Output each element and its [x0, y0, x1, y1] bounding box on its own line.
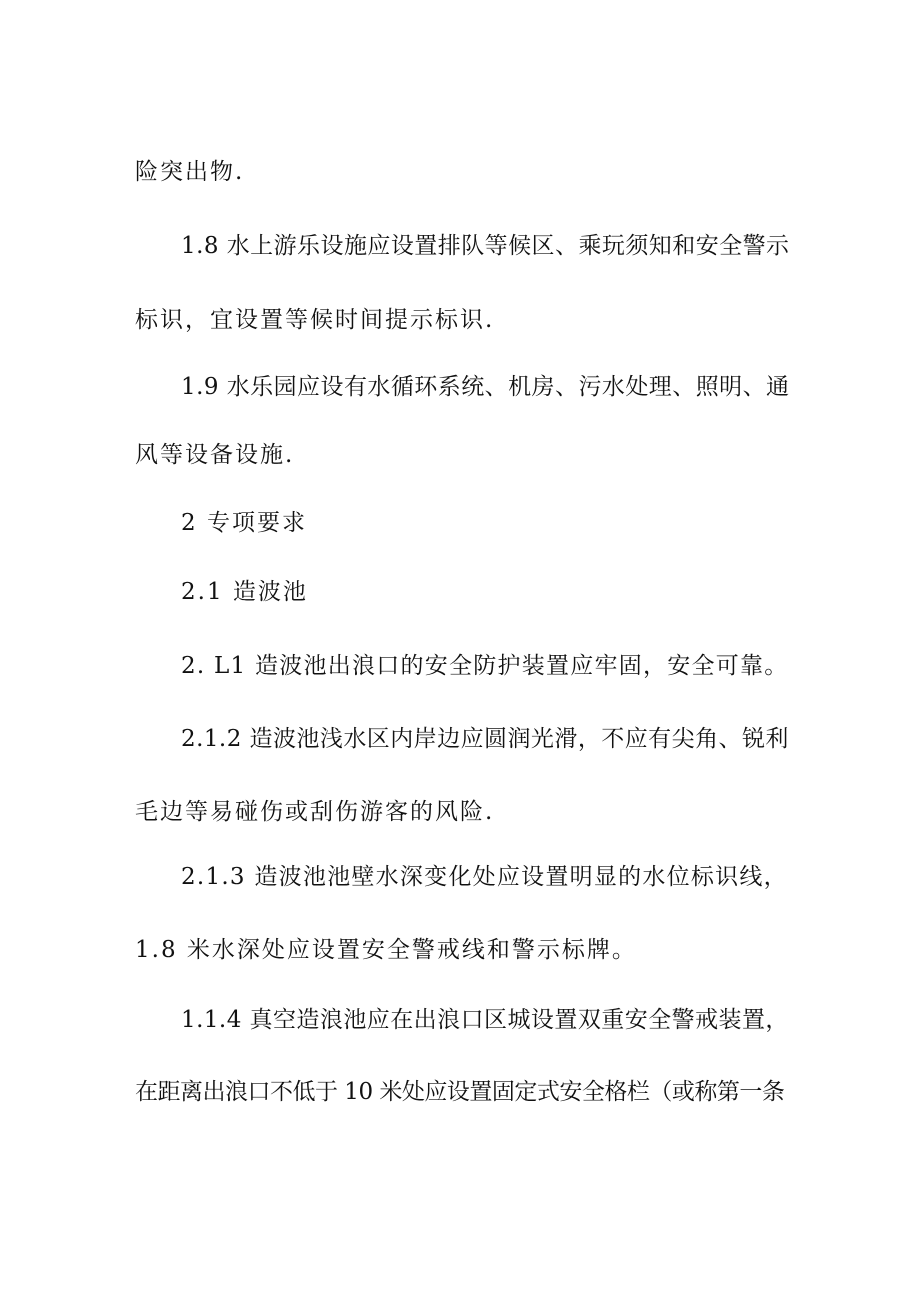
text-line: 风等设备设施. — [135, 442, 295, 468]
text-line: 标识，宜设置等候时间提示标识. — [135, 307, 495, 333]
clause-2-1-1: 2. L1 造波池出浪口的安全防护装置应牢固，安全可靠。 — [181, 653, 789, 679]
text-line: 毛边等易碰伤或刮伤游客的风险. — [135, 799, 495, 825]
section-heading: 2 专项要求 — [181, 510, 307, 536]
clause-2-1-2: 2.1.2 造波池浅水区内岸边应圆润光滑，不应有尖角、锐利 — [181, 726, 789, 752]
text-line: 1.8 米水深处应设置安全警戒线和警示标牌。 — [135, 937, 637, 963]
text-line: 险突出物. — [135, 159, 245, 185]
text-line: 在距离出浪口不低于 10 米处应设置固定式安全格栏（或称第一条 — [135, 1079, 785, 1105]
clause-2-1-3: 2.1.3 造波池池壁水深变化处应设置明显的水位标识线， — [181, 864, 788, 890]
subsection-heading: 2.1 造波池 — [181, 579, 308, 605]
clause-1-8: 1.8 水上游乐设施应设置排队等候区、乘玩须知和安全警示 — [181, 233, 790, 259]
clause-1-1-4: 1.1.4 真空造浪池应在出浪口区城设置双重安全警戒装置， — [181, 1007, 789, 1033]
clause-1-9: 1.9 水乐园应设有水循环系统、机房、污水处理、照明、通 — [181, 374, 790, 400]
